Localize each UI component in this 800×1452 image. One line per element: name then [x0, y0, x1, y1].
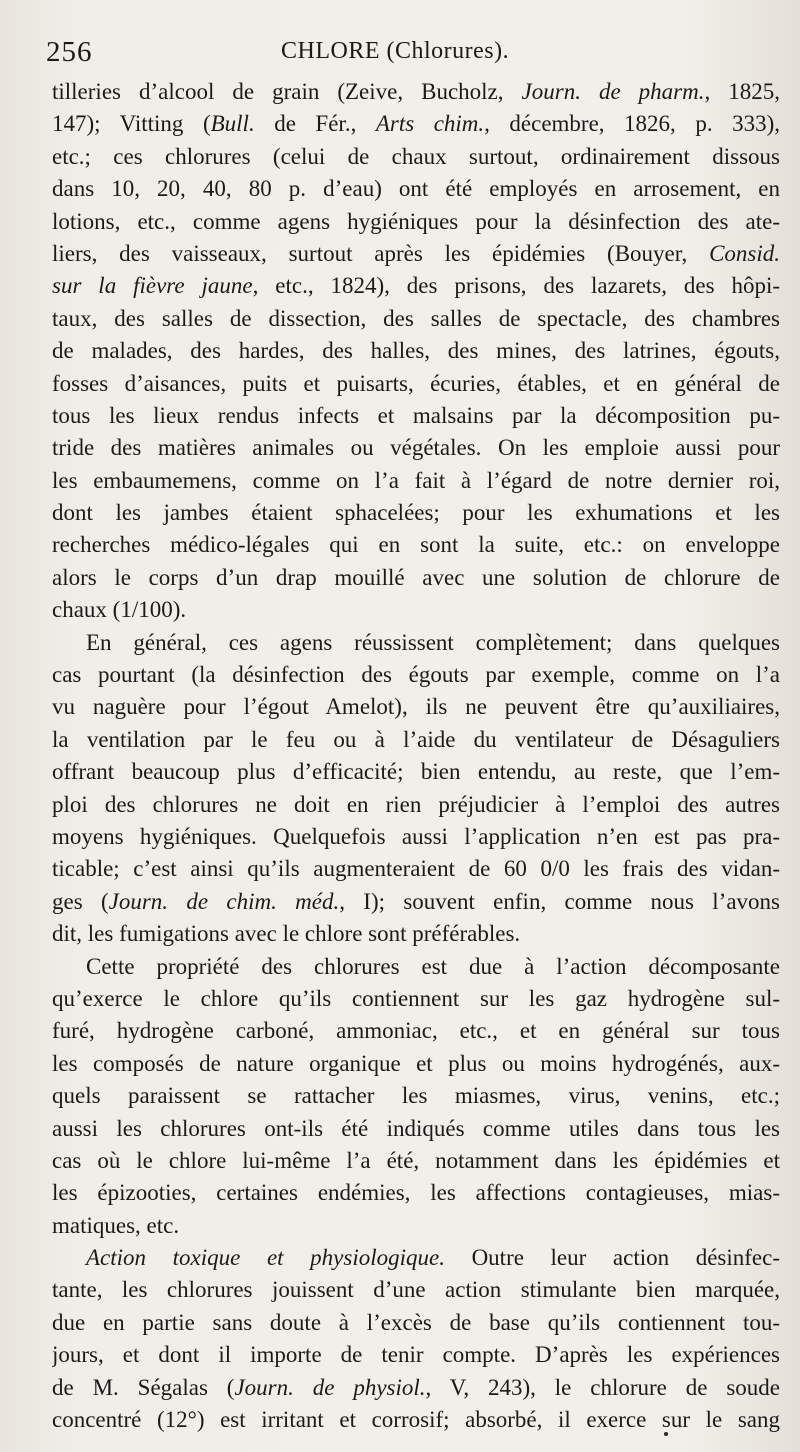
text-line: chaux (1/100). [52, 597, 187, 623]
text-line: quels paraissent se rattacher les miasmes, virus, venins, etc.; [52, 1083, 780, 1109]
text-line: dit, les fumigations avec le chlore sont préférables. [52, 921, 521, 947]
text-line: concentré (12°) est irritant et corrosif; absorbé, il exerce sur le sang [52, 1407, 780, 1433]
text-line: taux, des salles de dissection, des salles de spectacle, des chambres [52, 305, 780, 331]
ink-speck [664, 1432, 668, 1436]
text-line: offrant beaucoup plus d’efficacité; bien entendu, au reste, que l’em- [52, 759, 780, 785]
running-title: CHLORE (Chlorures). [281, 38, 510, 64]
text-line: matiques, etc. [52, 1212, 180, 1238]
text-line: alors le corps d’un drap mouillé avec une solution de chlorure de [52, 564, 780, 590]
text-line: jours, et dont il importe de tenir compte. D’après les expériences [52, 1342, 780, 1368]
text-line: tride des matières animales ou végétales. On les emploie aussi pour [52, 435, 780, 461]
body-text [52, 76, 780, 1436]
text-line: cas pourtant (la désinfection des égouts par exemple, comme on l’a [52, 662, 780, 688]
text-line: tilleries d’alcool de grain (Zeive, Bucholz, Journ. de pharm., 1825, [52, 79, 780, 104]
text-line: recherches médico-légales qui en sont la suite, etc.: on enveloppe [52, 532, 780, 558]
text-line: tante, les chlorures jouissent d’une action stimulante bien marquée, [52, 1277, 780, 1303]
text-line: 147); Vitting (Bull. de Fér., Arts chim., décembre, 1826, p. 333), [52, 111, 780, 137]
text-line: ploi des chlorures ne doit en rien préjudicier à l’emploi des autres [52, 791, 780, 817]
text-line: dans 10, 20, 40, 80 p. d’eau) ont été employés en arrosement, en [52, 176, 780, 202]
text-line: lotions, etc., comme agens hygiéniques pour la désinfection des ate- [52, 208, 780, 234]
text-line: les épizooties, certaines endémies, les affections contagieuses, mias- [52, 1180, 780, 1206]
text-line: de malades, des hardes, des halles, des mines, des latrines, égouts, [52, 338, 780, 364]
text-line: furé, hydrogène carboné, ammoniac, etc., et en général sur tous [52, 1018, 780, 1044]
text-line: moyens hygiéniques. Quelquefois aussi l’application n’en est pas pra- [52, 823, 780, 849]
text-line: qu’exerce le chlore qu’ils contiennent sur les gaz hydrogène sul- [52, 985, 780, 1011]
text-line: de M. Ségalas (Journ. de physiol., V, 243), le chlorure de soude [52, 1374, 780, 1400]
text-line: Cette propriété des chlorures est due à l’action décomposante [86, 953, 780, 979]
text-line: tous les lieux rendus infects et malsains par la décomposition pu- [52, 402, 780, 428]
text-line: fosses d’aisances, puits et puisarts, écuries, étables, et en général de [52, 370, 780, 396]
text-line: etc.; ces chlorures (celui de chaux surtout, ordinairement dissous [52, 143, 780, 169]
text-line: ges (Journ. de chim. méd., I); souvent enfin, comme nous l’avons [52, 888, 780, 914]
text-line: En général, ces agens réussissent complètement; dans quelques [86, 629, 780, 655]
text-line: les composés de nature organique et plus ou moins hydrogénés, aux- [52, 1050, 780, 1076]
page-number: 256 [46, 36, 93, 68]
text-line: Action toxique et physiologique. Outre leur action désinfec- [86, 1245, 780, 1271]
text-line: sur la fièvre jaune, etc., 1824), des prisons, des lazarets, des hôpi- [52, 273, 780, 299]
text-line: la ventilation par le feu ou à l’aide du ventilateur de Désaguliers [52, 726, 780, 752]
text-line: ticable; c’est ainsi qu’ils augmenteraient de 60 0/0 les frais des vidan- [52, 856, 780, 882]
text-line: liers, des vaisseaux, surtout après les épidémies (Bouyer, Consid. [52, 240, 780, 266]
text-line: cas où le chlore lui-même l’a été, notamment dans les épidémies et [52, 1147, 780, 1173]
text-line: due en partie sans doute à l’excès de base qu’ils contiennent tou- [52, 1309, 780, 1335]
text-line: aussi les chlorures ont-ils été indiqués comme utiles dans tous les [52, 1115, 780, 1141]
text-line: vu naguère pour l’égout Amelot), ils ne peuvent être qu’auxiliaires, [52, 694, 780, 720]
page-header [46, 36, 760, 76]
text-line: les embaumemens, comme on l’a fait à l’égard de notre dernier roi, [52, 467, 780, 493]
text-line: dont les jambes étaient sphacelées; pour les exhumations et les [52, 500, 780, 526]
